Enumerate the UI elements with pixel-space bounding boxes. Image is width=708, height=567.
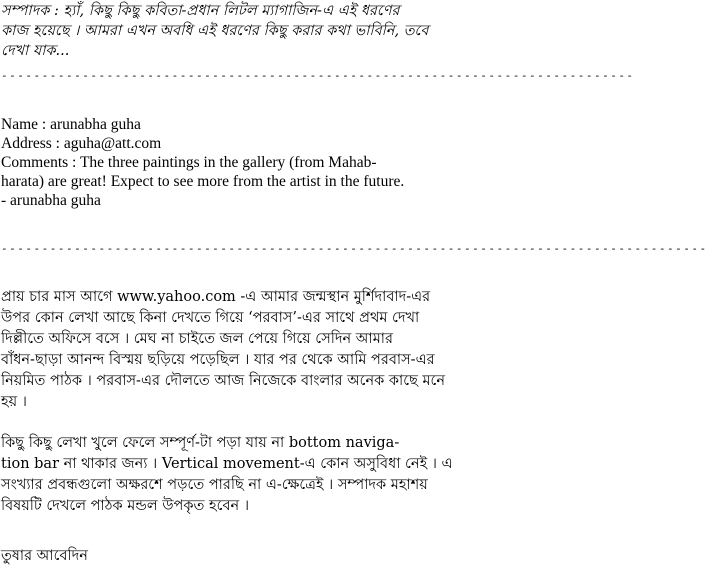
letter-line: হয় । — [1, 394, 27, 410]
editor-reply-line: কাজ হয়েছে । আমরা এখন অবধি এই ধরণের কিছু করার কথা ভাবিনি, তবে — [1, 23, 429, 39]
letter-comment-line: সংখ্যার প্রবন্ধগুলো অক্ষরশে পড়তে পারছি না এ-ক্ষেত্রেই । সম্পাদক মহাশয় — [1, 477, 428, 493]
contact-address: Address : aguha@att.com — [1, 135, 162, 152]
letter-comment-line: কিছু কিছু লেখা খুলে ফেলে সম্পূর্ণ-টা পড়া যায় না bottom naviga- — [1, 435, 400, 451]
signature: তুষার আবেদিন — [1, 548, 88, 564]
letter-comment-line: বিষয়টি দেখলে পাঠক মন্ডল উপকৃত হবেন । — [1, 498, 250, 514]
letter-comment — [1, 433, 481, 517]
letter-comment-line: tion bar না থাকার জন্য । Vertical movement-এ কোন অসুবিধা নেই । এ — [1, 456, 453, 472]
contact-name: Name : arunabha guha — [1, 116, 141, 133]
letter-body — [1, 287, 481, 413]
contact-comment-line: - arunabha guha — [1, 192, 101, 209]
contact-block — [1, 115, 481, 210]
editor-reply-line: সম্পাদক : হ্যাঁ, কিছু কিছু কবিতা-প্রধান লিটল ম্যাগাজিন-এ এই ধরণের — [1, 3, 400, 19]
editor-reply-line: দেখা যাক... — [1, 43, 70, 59]
separator-long: --------------------------------------------------------------------------------------- — [1, 242, 708, 255]
contact-comment-line: harata) are great! Expect to see more from the artist in the future. — [1, 173, 405, 190]
letter-line: দিল্লীতে অফিসে বসে । মেঘ না চাইতে জল পেয়ে গিয়ে সেদিন আমার — [1, 331, 393, 347]
letter-line: উপর কোন লেখা আছে কিনা দেখতে গিয়ে ‘পরবাস’-এর সাথে প্রথম দেখা — [1, 310, 420, 326]
editor-reply — [1, 1, 481, 61]
letter-line: নিয়মিত পাঠক । পরবাস-এর দৌলতে আজ নিজেকে বাংলার অনেক কাছে মনে — [1, 373, 446, 389]
separator-short: ------------------------------------------------------------------------------ — [1, 69, 635, 82]
contact-comment-line: Comments : The three paintings in the gallery (from Mahab- — [1, 154, 377, 171]
letter-line: প্রায় চার মাস আগে www.yahoo.com -এ আমার জন্মস্থান মুর্শিদাবাদ-এর — [1, 289, 431, 305]
letter-line: বাঁধন-ছাড়া আনন্দ বিস্ময় ছড়িয়ে পড়েছিল । যার পর থেকে আমি পরবাস-এর — [1, 352, 435, 368]
